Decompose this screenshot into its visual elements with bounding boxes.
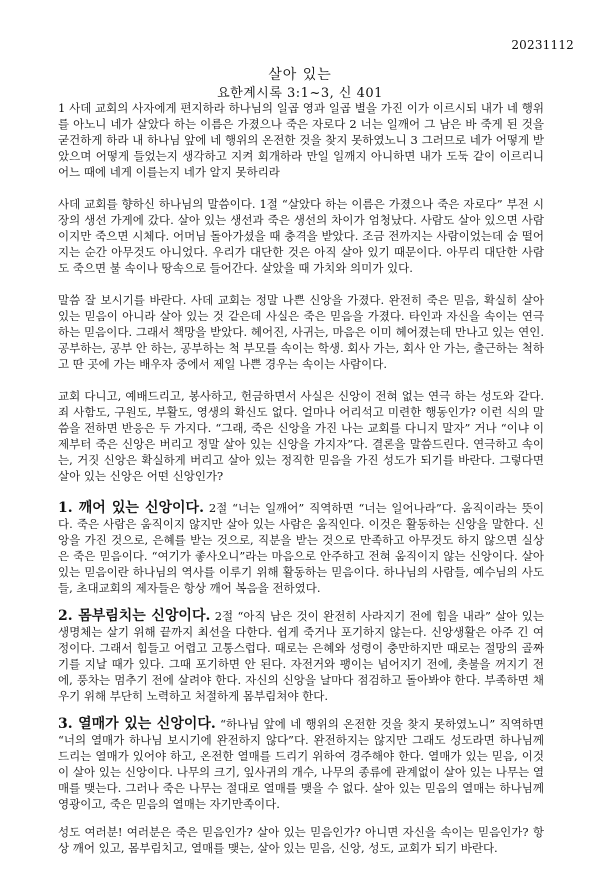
scripture-reference: 요한계시록 3:1~3, 신 401 (217, 86, 383, 101)
section-text: 2절 “너는 일깨어” 직역하면 “너는 일어나라”다. 움직이라는 뜻이다. 죽은 사람은 움직이지 않지만 살아 있는 사람은 움직인다. 이것은 활동하는 신앙을 말한다. 신앙을 가진 것으로, 은혜를 받는 것으로, 직분을 받는 것으로 만족하고 아무것도 하지 않으면 실상은 죽은 믿음이다. “여기가 좋사오니”라는 마음으로 안주하고 전혀 움직이지 않는 신앙이다. 살아 있는 믿음이란 하나님의 역사를 이루기 위해 활동하는 믿음이다. 하나님의 사람들, 예수님의 사도들, 초대교회의 제자들은 항상 깨어 복음을 전하였다. (58, 501, 544, 595)
sermon-body (58, 100, 544, 872)
section-text: 2절 “아직 남은 것이 완전히 사라지기 전에 힘을 내라” 살아 있는 생명체는 살기 위해 끝까지 최선을 다한다. 쉽게 죽거나 포기하지 않는다. 신앙생활은 아주 긴 여정이다. 그래서 힘들고 어렵고 고통스럽다. 때로는 은혜와 성령이 충만하지만 때로는 절망의 골짜기를 지날 때가 있다. 그때 포기하면 안 된다. 자전거와 팽이는 넘어지기 전에, 촛불을 꺼지기 전에, 풍차는 멈추기 전에 살려야 한다. 자신의 신앙을 날마다 점검하고 돌아봐야 한다. 부족하면 채우기 위해 부단히 노력하고 처절하게 몸부림쳐야 한다. (58, 609, 544, 703)
section-heading: 1. 깨어 있는 신앙이다. (58, 500, 204, 516)
closing-paragraph: 성도 여러분! 여러분은 죽은 믿음인가? 살아 있는 믿음인가? 아니면 자신을 속이는 믿음인가? 항상 깨어 있고, 몸부림치고, 열매를 맺는, 살아 있는 믿음, 신앙, 성도, 교회가 되기 바란다. (58, 825, 544, 855)
scripture-text: 1 사데 교회의 사자에게 편지하라 하나님의 일곱 영과 일곱 별을 가진 이가 이르시되 내가 네 행위를 아노니 네가 살았다 하는 이름은 가졌으나 죽은 자로다 2 너는 일깨어 그 남은 바 죽게 된 것을 굳건하게 하라 내 하나님 앞에 네 행위의 온전한 것을 찾지 못하였노니 3 그러므로 네가 어떻게 받았으며 어떻게 들었는지 생각하고 지켜 회개하라 만일 일깨지 아니하면 내가 도둑 같이 이르리니 어느 때에 네게 이를는지 네가 알지 못하리라 (58, 101, 544, 179)
section-point-1 (58, 500, 544, 596)
document-date: 20231112 (511, 38, 574, 52)
body-paragraph: 말씀 잘 보시기를 바란다. 사데 교회는 정말 나쁜 신앙을 가졌다. 완전히 죽은 믿음, 확실히 살아 있는 믿음이 아니라 살아 있는 것 같은데 사실은 죽은 믿음을 가졌다. 타인과 자신을 속이는 연극 하는 믿음이다. 그래서 책망을 받았다. 헤어진, 사귀는, 마음은 이미 헤어졌는데 만나고 있는 연인. 공부하는, 공부 안 하는, 공부하는 척 부모를 속이는 학생. 회사 가는, 회사 안 가는, 출근하는 척하고 딴 곳에 가는 배우자 중에서 제일 나쁜 경우는 속이는 사람이다. (58, 293, 544, 371)
section-heading: 3. 열매가 있는 신앙이다. (58, 716, 216, 732)
body-paragraph: 교회 다니고, 예배드리고, 봉사하고, 헌금하면서 사실은 신앙이 전혀 없는 연극 하는 성도와 같다. 죄 사함도, 구원도, 부활도, 영생의 확신도 없다. 얼마나 어리석고 미련한 행동인가? 이런 식의 말씀을 전하면 반응은 두 가지다. “그래, 죽은 신앙을 가진 나는 교회를 다니지 말자” 거나 “이냐 이제부터 죽은 신앙은 버리고 정말 살아 있는 신앙을 가지자”다. 결론을 말씀드린다. 연극하고 속이는, 거짓 신앙은 확실하게 버리고 살아 있는 정직한 믿음을 가진 성도가 되기를 바란다. 그렇다면 살아 있는 신앙은 어떤 신앙인가? (58, 389, 544, 483)
section-point-2 (58, 608, 544, 704)
section-point-3 (58, 716, 544, 812)
sermon-title: 살아 있는 (268, 67, 332, 83)
body-paragraph: 사데 교회를 향하신 하나님의 말씀이다. 1절 “살았다 하는 이름은 가졌으나 죽은 자로다” 부전 시장의 생선 가게에 갔다. 살아 있는 생선과 죽은 생선의 차이가 엄청났다. 사람도 살아 있으면 사람이지만 죽으면 시체다. 어머님 돌아가셨을 때 충격을 받았다. 조금 전까지는 사람이었는데 숨 떨어지는 순간 아무것도 아니었다. 우리가 대단한 것은 아직 살아 있기 때문이다. 아무리 대단한 사람도 죽으면 불 속이나 땅속으로 들어간다. 살았을 때 가치와 의미가 있다. (58, 197, 544, 275)
section-text: “하나님 앞에 네 행위의 온전한 것을 찾지 못하였노니” 직역하면 “너의 열매가 하나님 보시기에 완전하지 않다”다. 완전하지는 않지만 그래도 성도라면 하나님께 드리는 열매가 있어야 하고, 온전한 열매를 드리기 위하여 경주해야 한다. 열매가 있는 믿음, 이것이 살아 있는 신앙이다. 나무의 크기, 잎사귀의 개수, 나무의 종류에 관계없이 살아 있는 나무는 열매를 맺는다. 그러나 죽은 나무는 절대로 열매를 맺을 수 없다. 살아 있는 믿음의 열매는 하나님께 영광이고, 죽은 믿음의 열매는 자기만족이다. (58, 717, 544, 811)
section-heading: 2. 몸부림치는 신앙이다. (58, 608, 211, 624)
